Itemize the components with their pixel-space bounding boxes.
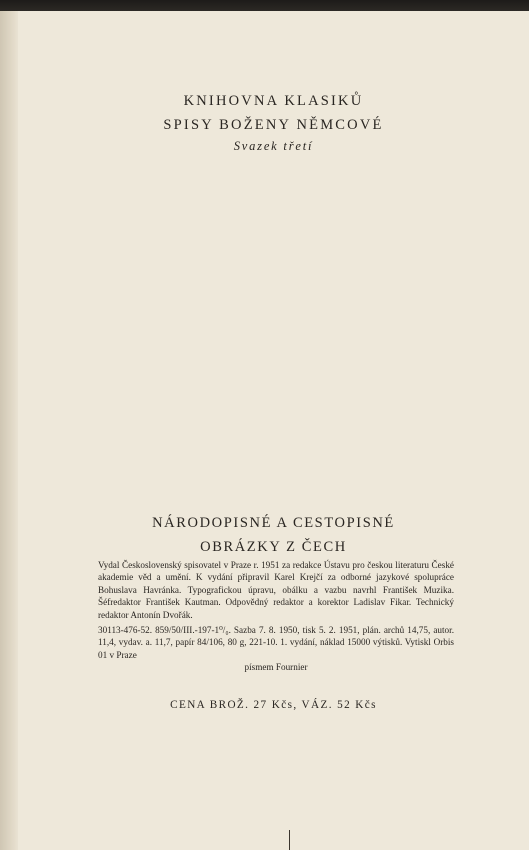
binding-shadow — [0, 11, 18, 850]
price-line: CENA BROŽ. 27 Kčs, VÁZ. 52 Kčs — [170, 699, 377, 711]
volume-label: Svazek třetí — [233, 139, 314, 153]
page-top-edge — [0, 0, 529, 11]
imprint-block — [98, 559, 454, 677]
title-verso-page — [18, 11, 529, 850]
book-title — [18, 511, 529, 559]
book-title-line-1: NÁRODOPISNÉ A CESTOPISNÉ — [152, 515, 395, 531]
series-name: KNIHOVNA KLASIKŮ — [183, 93, 364, 109]
imprint-credits: Vydal Československý spisovatel v Praze r. 1951 za redakce Ústavu pro českou literaturu České akademie věd a umění. K vydání připravil Karel Krejčí za odborné jazykové spolupráce Bohuslava Havránka. Typografickou úpravu, obálku a vazbu navrhl František Muzika. Šéfredaktor František Kautman. Odpovědný redaktor a korektor Ladislav Fikar. Technický redaktor Antonín Dvořák. — [98, 560, 454, 620]
imprint-print-details: 30113-476-52. 859/50/III.-197-1⁰/₀. Sazba 7. 8. 1950, tisk 5. 2. 1951, plán. archů 14,75, autor. 11,4, vydav. a. 11,7, papír 84/106, 80 g, 221-10. 1. vydání, náklad 15000 výtisků. Vytiskl Orbis 01 v Praze — [98, 625, 454, 660]
series-subtitle: SPISY BOŽENY NĚMCOVÉ — [163, 117, 384, 133]
imprint-typeface: písmem Fournier — [244, 662, 308, 673]
binding-thread-mark — [289, 830, 290, 850]
series-heading — [18, 89, 529, 137]
book-title-line-2: OBRÁZKY Z ČECH — [200, 539, 347, 555]
